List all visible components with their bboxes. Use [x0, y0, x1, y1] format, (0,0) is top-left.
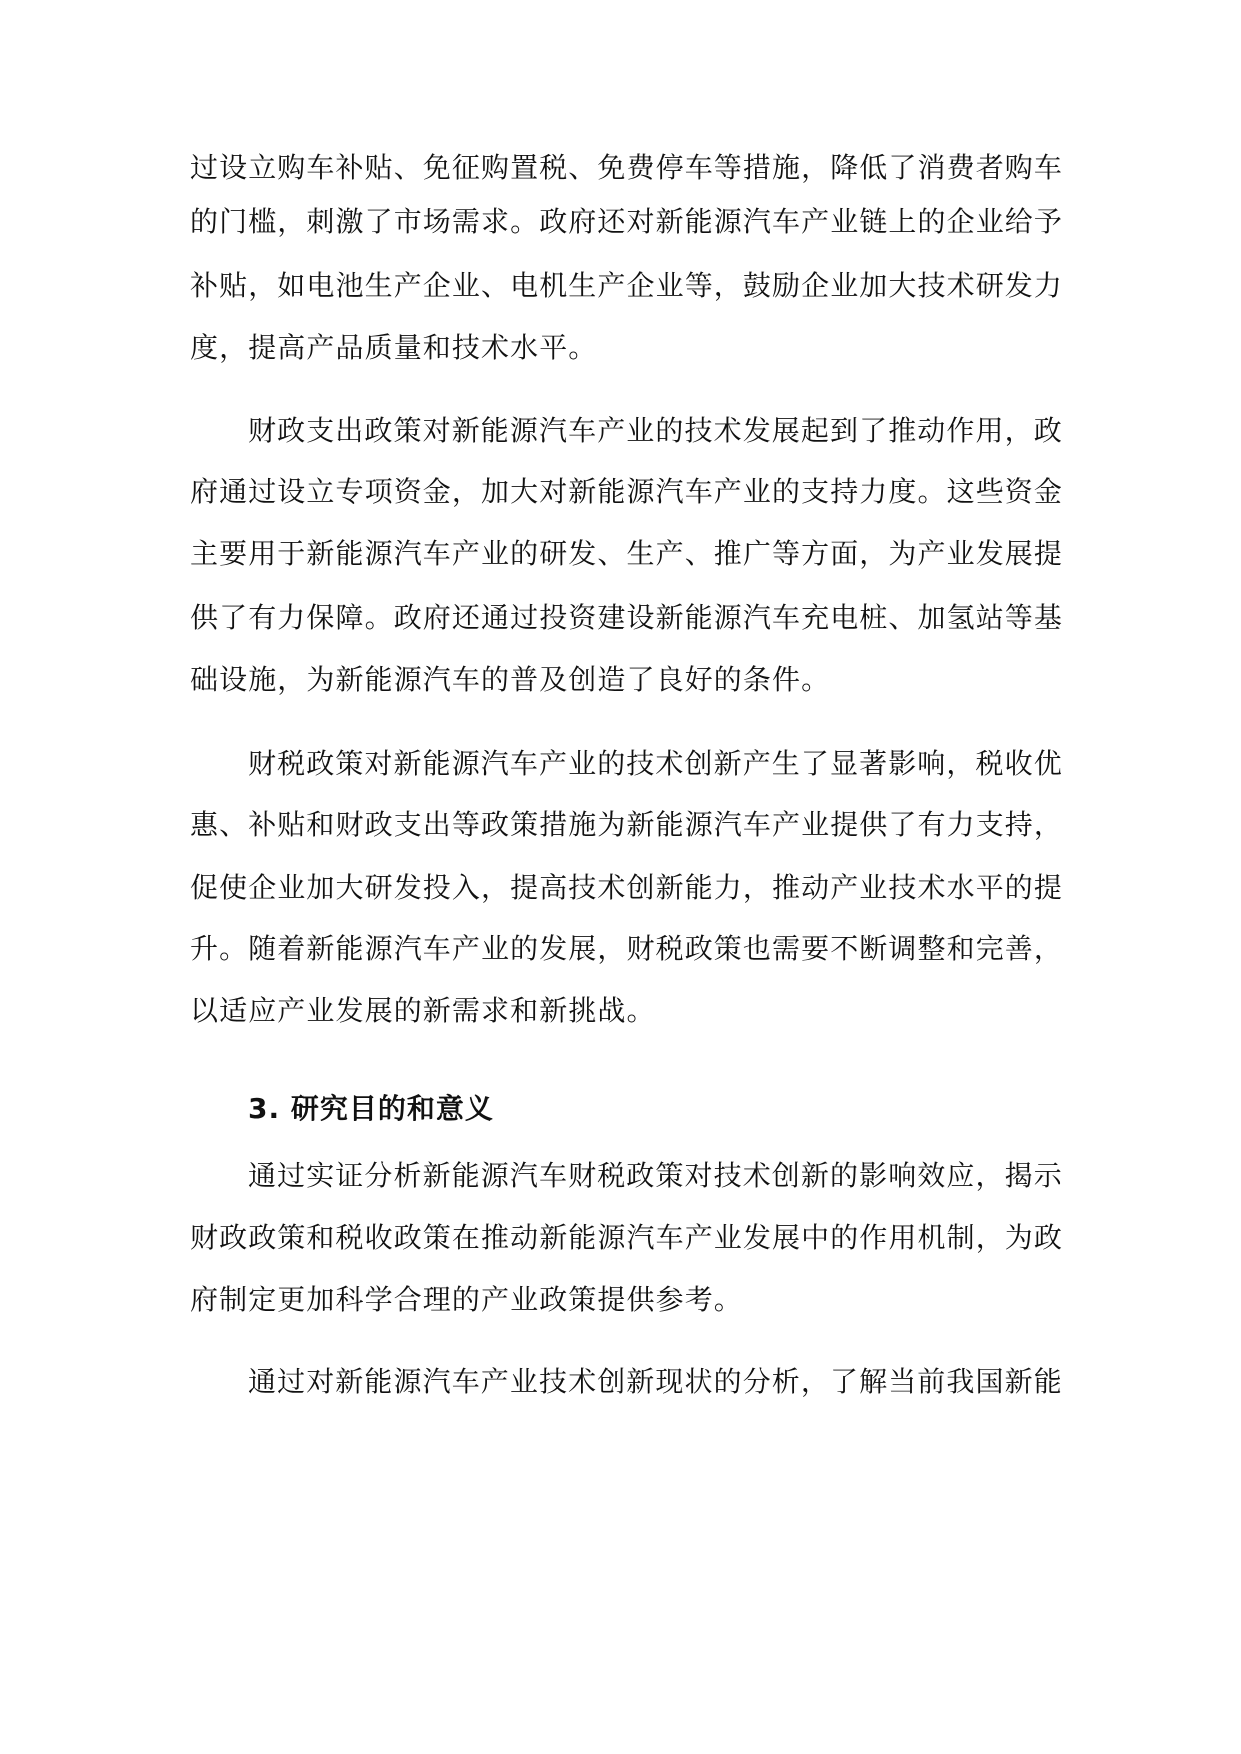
- section-paragraph-1-line-3: 府制定更加科学合理的产业政策提供参考。: [190, 1283, 743, 1316]
- paragraph-1-line-4: 度，提高产品质量和技术水平。: [190, 331, 598, 364]
- paragraph-3-line-4: 升。随着新能源汽车产业的发展，财税政策也需要不断调整和完善，: [190, 932, 1064, 965]
- paragraph-2-line-5: 础设施，为新能源汽车的普及创造了良好的条件。: [190, 663, 831, 696]
- paragraph-3-line-1: 财税政策对新能源汽车产业的技术创新产生了显著影响，税收优: [248, 747, 1063, 780]
- paragraph-1-line-3: 补贴，如电池生产企业、电机生产企业等，鼓励企业加大技术研发力: [190, 269, 1064, 302]
- paragraph-1-line-2: 的门槛，刺激了市场需求。政府还对新能源汽车产业链上的企业给予: [190, 205, 1064, 238]
- paragraph-3-line-2: 惠、补贴和财政支出等政策措施为新能源汽车产业提供了有力支持，: [190, 808, 1064, 841]
- section-paragraph-1-line-2: 财政政策和税收政策在推动新能源汽车产业发展中的作用机制，为政: [190, 1221, 1064, 1254]
- paragraph-1-line-1: 过设立购车补贴、免征购置税、免费停车等措施，降低了消费者购车: [190, 151, 1064, 184]
- section-paragraph-2-line-1: 通过对新能源汽车产业技术创新现状的分析，了解当前我国新能: [248, 1365, 1063, 1398]
- paragraph-3-line-3: 促使企业加大研发投入，提高技术创新能力，推动产业技术水平的提: [190, 871, 1064, 904]
- paragraph-2-line-3: 主要用于新能源汽车产业的研发、生产、推广等方面，为产业发展提: [190, 537, 1064, 570]
- paragraph-3-line-5: 以适应产业发展的新需求和新挑战。: [190, 994, 656, 1027]
- paragraph-2-line-2: 府通过设立专项资金，加大对新能源汽车产业的支持力度。这些资金: [190, 475, 1064, 508]
- paragraph-2-line-1: 财政支出政策对新能源汽车产业的技术发展起到了推动作用，政: [248, 414, 1063, 447]
- paragraph-2-line-4: 供了有力保障。政府还通过投资建设新能源汽车充电桩、加氢站等基: [190, 601, 1064, 634]
- section-paragraph-1-line-1: 通过实证分析新能源汽车财税政策对技术创新的影响效应，揭示: [248, 1159, 1063, 1192]
- section-heading: 3. 研究目的和意义: [248, 1092, 494, 1125]
